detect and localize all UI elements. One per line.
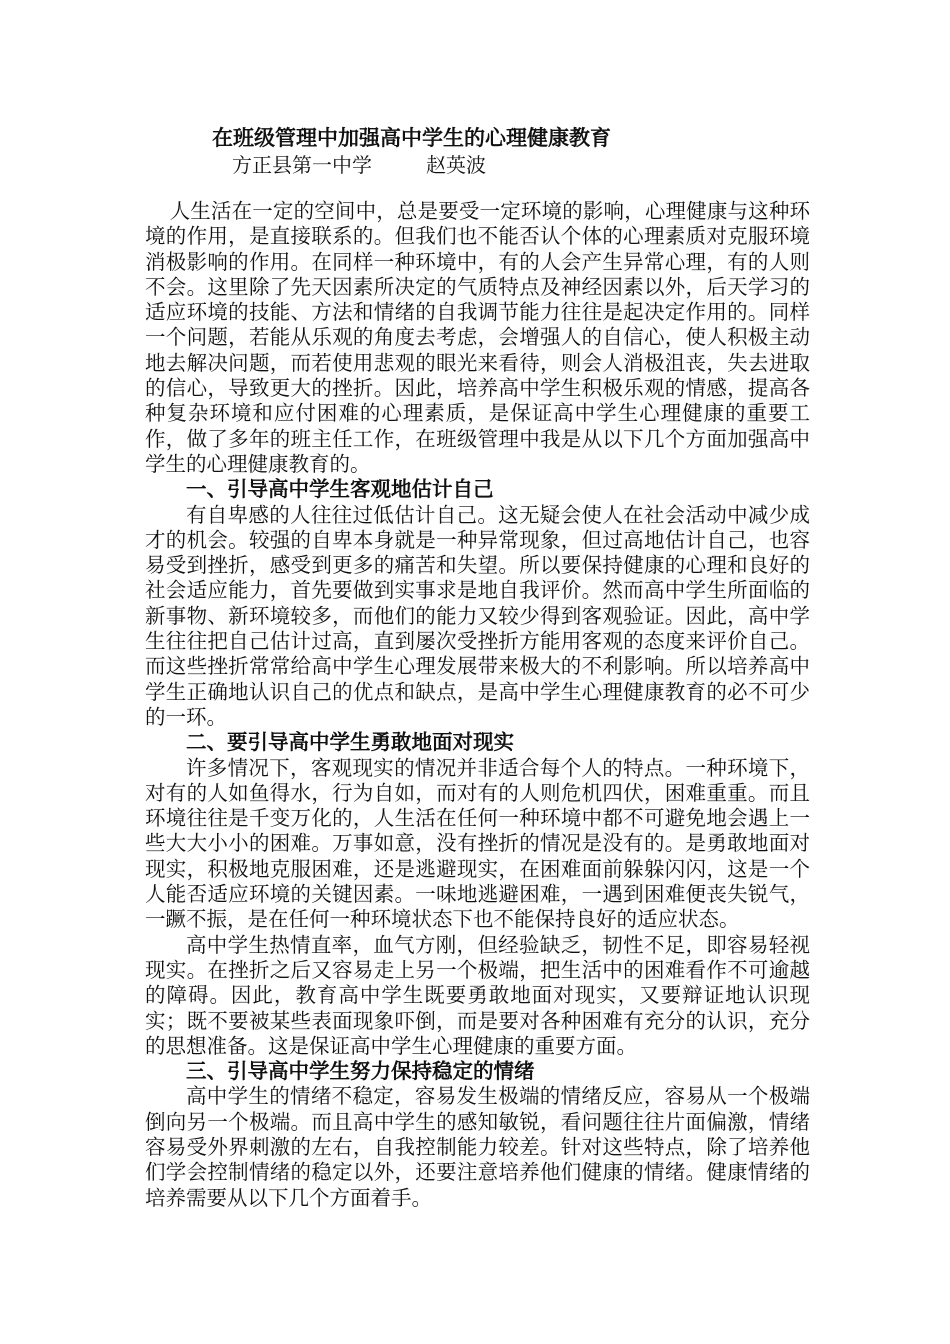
- body-paragraph: 高中学生的情绪不稳定，容易发生极端的情绪反应，容易从一个极端倒向另一个极端。而且高中学生的感知敏锐，看问题往往片面偏激，情绪容易受外界刺激的左右，自我控制能力较差。针对这些特点，除了培养他们学会控制情绪的稳定以外，还要注意培养他们健康的情绪。健康情绪的培养需要从以下几个方面着手。: [145, 1084, 810, 1210]
- body-paragraph: 有自卑感的人往往过低估计自己。这无疑会使人在社会活动中减少成才的机会。较强的自卑本身就是一种异常现象，但过高地估计自己，也容易受到挫折，感受到更多的痛苦和失望。所以要保持健康的心理和良好的社会适应能力，首先要做到实事求是地自我评价。然而高中学生所面临的新事物、新环境较多，而他们的能力又较少得到客观验证。因此，高中学生往往把自己估计过高，直到屡次受挫折方能用客观的态度来评价自己。而这些挫折常常给高中学生心理发展带来极大的不利影响。所以培养高中学生正确地认识自己的优点和缺点，是高中学生心理健康教育的必不可少的一环。: [145, 502, 810, 729]
- document-body: [145, 199, 810, 1211]
- author-name: 赵英波: [426, 153, 486, 177]
- body-paragraph: 许多情况下，客观现实的情况并非适合每个人的特点。一种环境下，对有的人如鱼得水，行为自如，而对有的人则危机四伏，困难重重。而且环境往往是千变万化的，人生活在任何一种环境中都不可避免地会遇上一些大大小小的困难。万事如意，没有挫折的情况是没有的。是勇敢地面对现实，积极地克服困难，还是逃避现实，在困难面前躲躲闪闪，这是一个人能否适应环境的关键因素。一味地逃避困难，一遇到困难便丧失锐气，一蹶不振，是在任何一种环境状态下也不能保持良好的适应状态。: [145, 755, 810, 932]
- document-title: 在班级管理中加强高中学生的心理健康教育: [212, 125, 611, 150]
- section-heading: 三、引导高中学生努力保持稳定的情绪: [186, 1059, 535, 1084]
- byline: [232, 149, 486, 178]
- intro-paragraph: 人生活在一定的空间中，总是要受一定环境的影响，心理健康与这种环境的作用，是直接联系的。但我们也不能否认个体的心理素质对克服环境消极影响的作用。在同样一种环境中，有的人会产生异常心理，有的人则不会。这里除了先天因素所决定的气质特点及神经因素以外，后天学习的适应环境的技能、方法和情绪的自我调节能力往往是起决定作用的。同样一个问题，若能从乐观的角度去考虑，会增强人的自信心，使人积极主动地去解决问题，而若使用悲观的眼光来看待，则会人消极沮丧，失去进取的信心，导致更大的挫折。因此，培养高中学生积极乐观的情感，提高各种复杂环境和应付困难的心理素质，是保证高中学生心理健康的重要工作，做了多年的班主任工作，在班级管理中我是从以下几个方面加强高中学生的心理健康教育的。: [145, 199, 810, 476]
- section-heading: 二、要引导高中学生勇敢地面对现实: [186, 730, 514, 755]
- school-name: 方正县第一中学: [232, 153, 372, 177]
- section-heading: 一、引导高中学生客观地估计自己: [186, 477, 494, 502]
- body-paragraph: 高中学生热情直率，血气方刚，但经验缺乏，韧性不足，即容易轻视现实。在挫折之后又容易走上另一个极端，把生活中的困难看作不可逾越的障碍。因此，教育高中学生既要勇敢地面对现实，又要辩证地认识现实；既不要被某些表面现象吓倒，而是要对各种困难有充分的认识，充分的思想准备。这是保证高中学生心理健康的重要方面。: [145, 932, 810, 1058]
